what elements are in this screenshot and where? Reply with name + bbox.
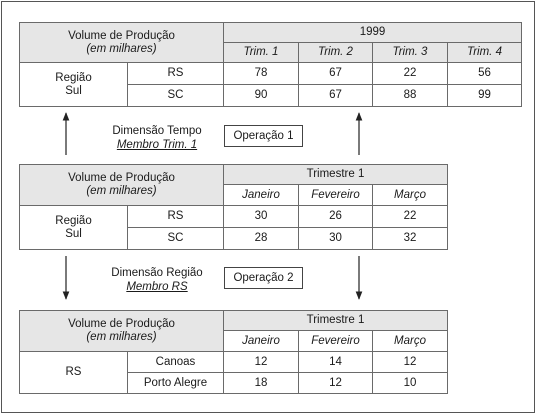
row-label: SC	[128, 85, 224, 107]
row-label: SC	[128, 228, 224, 250]
data-cell: 88	[373, 85, 448, 107]
group-header: Trimestre 1	[224, 311, 448, 331]
data-cell: 28	[224, 228, 299, 250]
data-cell: 10	[373, 373, 448, 394]
operation-1-box: Operação 1	[224, 125, 303, 147]
data-cell: 22	[373, 63, 448, 85]
row-group-label: Região Sul	[20, 63, 128, 107]
column-header: Março	[373, 185, 448, 206]
column-header: Trim. 3	[373, 43, 448, 63]
member-label: Membro Trim. 1	[116, 139, 198, 151]
data-cell: 67	[299, 63, 373, 85]
dimension-label: Dimensão Tempo	[112, 125, 202, 137]
row-label: Porto Alegre	[128, 373, 224, 394]
column-header: Trim. 1	[224, 43, 299, 63]
column-header: Janeiro	[224, 185, 299, 206]
row-label: RS	[128, 63, 224, 85]
data-cell: 30	[299, 228, 373, 250]
column-header: Janeiro	[224, 331, 299, 352]
corner-subtitle: (em milhares)	[86, 185, 157, 197]
corner-title: Volume de Produção	[68, 29, 175, 42]
group-header: 1999	[224, 23, 522, 43]
data-cell: 32	[373, 228, 448, 250]
data-cell: 12	[224, 352, 299, 373]
corner-title: Volume de Produção	[68, 318, 175, 330]
data-cell: 78	[224, 63, 299, 85]
corner-title: Volume de Produção	[68, 172, 175, 184]
data-cell: 26	[299, 206, 373, 228]
row-label: RS	[128, 206, 224, 228]
data-cell: 99	[448, 85, 522, 107]
group-header: Trimestre 1	[224, 165, 448, 185]
data-cell: 14	[299, 352, 373, 373]
data-cell: 18	[224, 373, 299, 394]
row-label: Canoas	[128, 352, 224, 373]
operation-2-box: Operação 2	[224, 267, 303, 289]
data-cell: 56	[448, 63, 522, 85]
row-group-label: Região Sul	[20, 206, 128, 250]
corner-subtitle: (em milhares)	[86, 331, 157, 343]
column-header: Março	[373, 331, 448, 352]
data-cell: 12	[299, 373, 373, 394]
column-header: Fevereiro	[299, 185, 373, 206]
row-group-label: RS	[20, 352, 128, 394]
data-cell: 12	[373, 352, 448, 373]
corner-subtitle: (em milhares)	[86, 42, 157, 55]
data-cell: 22	[373, 206, 448, 228]
data-cell: 90	[224, 85, 299, 107]
data-cell: 30	[224, 206, 299, 228]
column-header: Trim. 2	[299, 43, 373, 63]
column-header: Trim. 4	[448, 43, 522, 63]
column-header: Fevereiro	[299, 331, 373, 352]
data-cell: 67	[299, 85, 373, 107]
member-label: Membro RS	[126, 281, 188, 293]
dimension-label: Dimensão Região	[111, 267, 203, 279]
